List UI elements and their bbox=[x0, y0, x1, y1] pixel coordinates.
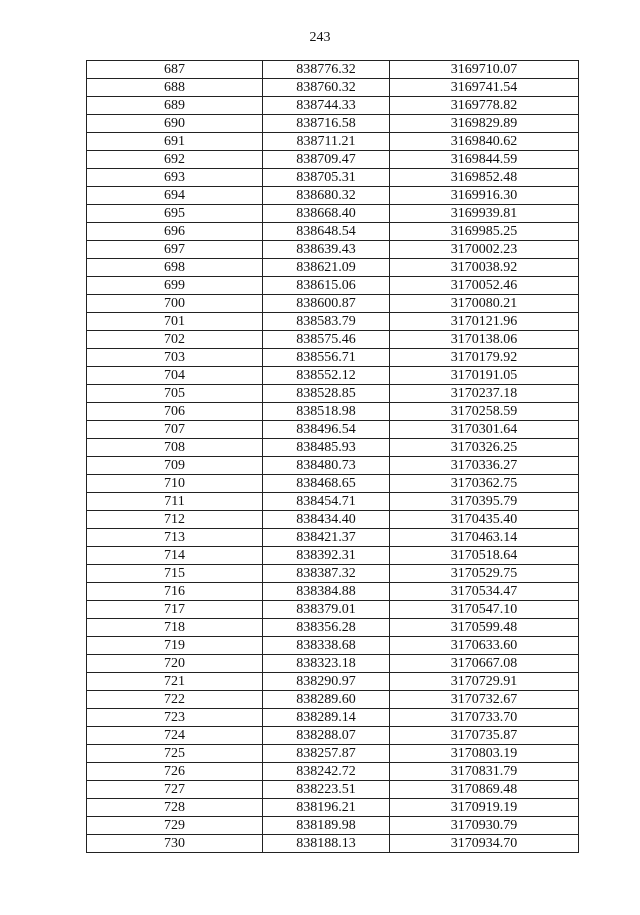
y-coordinate-cell: 3169741.54 bbox=[390, 79, 579, 97]
y-coordinate-cell: 3169844.59 bbox=[390, 151, 579, 169]
x-coordinate-cell: 838242.72 bbox=[263, 763, 390, 781]
y-coordinate-cell: 3170336.27 bbox=[390, 457, 579, 475]
point-number-cell: 699 bbox=[87, 277, 263, 295]
x-coordinate-cell: 838480.73 bbox=[263, 457, 390, 475]
y-coordinate-cell: 3169916.30 bbox=[390, 187, 579, 205]
x-coordinate-cell: 838379.01 bbox=[263, 601, 390, 619]
point-number-cell: 689 bbox=[87, 97, 263, 115]
y-coordinate-cell: 3169852.48 bbox=[390, 169, 579, 187]
y-coordinate-cell: 3170326.25 bbox=[390, 439, 579, 457]
table-row bbox=[87, 295, 579, 313]
point-number-cell: 721 bbox=[87, 673, 263, 691]
x-coordinate-cell: 838454.71 bbox=[263, 493, 390, 511]
table-row bbox=[87, 133, 579, 151]
point-number-cell: 690 bbox=[87, 115, 263, 133]
y-coordinate-cell: 3170599.48 bbox=[390, 619, 579, 637]
y-coordinate-cell: 3170547.10 bbox=[390, 601, 579, 619]
y-coordinate-cell: 3170138.06 bbox=[390, 331, 579, 349]
y-coordinate-cell: 3170667.08 bbox=[390, 655, 579, 673]
table-row bbox=[87, 421, 579, 439]
x-coordinate-cell: 838257.87 bbox=[263, 745, 390, 763]
point-number-cell: 708 bbox=[87, 439, 263, 457]
y-coordinate-cell: 3170732.67 bbox=[390, 691, 579, 709]
table-row bbox=[87, 655, 579, 673]
table-row bbox=[87, 529, 579, 547]
y-coordinate-cell: 3170237.18 bbox=[390, 385, 579, 403]
table-row bbox=[87, 745, 579, 763]
x-coordinate-cell: 838223.51 bbox=[263, 781, 390, 799]
y-coordinate-cell: 3170803.19 bbox=[390, 745, 579, 763]
x-coordinate-cell: 838338.68 bbox=[263, 637, 390, 655]
table-row bbox=[87, 565, 579, 583]
point-number-cell: 718 bbox=[87, 619, 263, 637]
x-coordinate-cell: 838639.43 bbox=[263, 241, 390, 259]
point-number-cell: 697 bbox=[87, 241, 263, 259]
x-coordinate-cell: 838496.54 bbox=[263, 421, 390, 439]
point-number-cell: 694 bbox=[87, 187, 263, 205]
y-coordinate-cell: 3169710.07 bbox=[390, 61, 579, 79]
y-coordinate-cell: 3169939.81 bbox=[390, 205, 579, 223]
point-number-cell: 723 bbox=[87, 709, 263, 727]
table-row bbox=[87, 331, 579, 349]
y-coordinate-cell: 3170121.96 bbox=[390, 313, 579, 331]
point-number-cell: 722 bbox=[87, 691, 263, 709]
y-coordinate-cell: 3170301.64 bbox=[390, 421, 579, 439]
x-coordinate-cell: 838196.21 bbox=[263, 799, 390, 817]
x-coordinate-cell: 838575.46 bbox=[263, 331, 390, 349]
y-coordinate-cell: 3170735.87 bbox=[390, 727, 579, 745]
table-row bbox=[87, 835, 579, 853]
y-coordinate-cell: 3170038.92 bbox=[390, 259, 579, 277]
table-row bbox=[87, 313, 579, 331]
point-number-cell: 698 bbox=[87, 259, 263, 277]
x-coordinate-cell: 838615.06 bbox=[263, 277, 390, 295]
x-coordinate-cell: 838600.87 bbox=[263, 295, 390, 313]
point-number-cell: 705 bbox=[87, 385, 263, 403]
point-number-cell: 712 bbox=[87, 511, 263, 529]
y-coordinate-cell: 3170080.21 bbox=[390, 295, 579, 313]
table-row bbox=[87, 763, 579, 781]
x-coordinate-cell: 838384.88 bbox=[263, 583, 390, 601]
y-coordinate-cell: 3170831.79 bbox=[390, 763, 579, 781]
point-number-cell: 715 bbox=[87, 565, 263, 583]
table-row bbox=[87, 439, 579, 457]
point-number-cell: 730 bbox=[87, 835, 263, 853]
y-coordinate-cell: 3170869.48 bbox=[390, 781, 579, 799]
table-row bbox=[87, 691, 579, 709]
table-row bbox=[87, 493, 579, 511]
x-coordinate-cell: 838776.32 bbox=[263, 61, 390, 79]
x-coordinate-cell: 838485.93 bbox=[263, 439, 390, 457]
point-number-cell: 706 bbox=[87, 403, 263, 421]
x-coordinate-cell: 838709.47 bbox=[263, 151, 390, 169]
table-row bbox=[87, 61, 579, 79]
point-number-cell: 703 bbox=[87, 349, 263, 367]
point-number-cell: 728 bbox=[87, 799, 263, 817]
table-row bbox=[87, 277, 579, 295]
x-coordinate-cell: 838288.07 bbox=[263, 727, 390, 745]
point-number-cell: 696 bbox=[87, 223, 263, 241]
y-coordinate-cell: 3170934.70 bbox=[390, 835, 579, 853]
coordinates-table bbox=[86, 60, 579, 853]
table-row bbox=[87, 817, 579, 835]
y-coordinate-cell: 3170534.47 bbox=[390, 583, 579, 601]
y-coordinate-cell: 3170930.79 bbox=[390, 817, 579, 835]
y-coordinate-cell: 3170191.05 bbox=[390, 367, 579, 385]
point-number-cell: 693 bbox=[87, 169, 263, 187]
x-coordinate-cell: 838421.37 bbox=[263, 529, 390, 547]
x-coordinate-cell: 838648.54 bbox=[263, 223, 390, 241]
y-coordinate-cell: 3169829.89 bbox=[390, 115, 579, 133]
point-number-cell: 717 bbox=[87, 601, 263, 619]
point-number-cell: 702 bbox=[87, 331, 263, 349]
page-number: 243 bbox=[309, 30, 331, 45]
table-row bbox=[87, 709, 579, 727]
y-coordinate-cell: 3170729.91 bbox=[390, 673, 579, 691]
x-coordinate-cell: 838434.40 bbox=[263, 511, 390, 529]
x-coordinate-cell: 838188.13 bbox=[263, 835, 390, 853]
y-coordinate-cell: 3170052.46 bbox=[390, 277, 579, 295]
point-number-cell: 700 bbox=[87, 295, 263, 313]
x-coordinate-cell: 838716.58 bbox=[263, 115, 390, 133]
table-row bbox=[87, 601, 579, 619]
x-coordinate-cell: 838668.40 bbox=[263, 205, 390, 223]
table-row bbox=[87, 781, 579, 799]
point-number-cell: 695 bbox=[87, 205, 263, 223]
x-coordinate-cell: 838323.18 bbox=[263, 655, 390, 673]
table-row bbox=[87, 673, 579, 691]
table-row bbox=[87, 205, 579, 223]
y-coordinate-cell: 3169778.82 bbox=[390, 97, 579, 115]
x-coordinate-cell: 838528.85 bbox=[263, 385, 390, 403]
point-number-cell: 716 bbox=[87, 583, 263, 601]
table-row bbox=[87, 241, 579, 259]
y-coordinate-cell: 3170179.92 bbox=[390, 349, 579, 367]
coordinates-table-body bbox=[87, 61, 579, 853]
y-coordinate-cell: 3170435.40 bbox=[390, 511, 579, 529]
table-row bbox=[87, 115, 579, 133]
table-row bbox=[87, 475, 579, 493]
y-coordinate-cell: 3170002.23 bbox=[390, 241, 579, 259]
x-coordinate-cell: 838552.12 bbox=[263, 367, 390, 385]
x-coordinate-cell: 838189.98 bbox=[263, 817, 390, 835]
table-row bbox=[87, 151, 579, 169]
point-number-cell: 687 bbox=[87, 61, 263, 79]
point-number-cell: 710 bbox=[87, 475, 263, 493]
x-coordinate-cell: 838468.65 bbox=[263, 475, 390, 493]
point-number-cell: 726 bbox=[87, 763, 263, 781]
y-coordinate-cell: 3170633.60 bbox=[390, 637, 579, 655]
x-coordinate-cell: 838289.14 bbox=[263, 709, 390, 727]
table-row bbox=[87, 727, 579, 745]
point-number-cell: 720 bbox=[87, 655, 263, 673]
point-number-cell: 707 bbox=[87, 421, 263, 439]
table-row bbox=[87, 259, 579, 277]
point-number-cell: 719 bbox=[87, 637, 263, 655]
x-coordinate-cell: 838556.71 bbox=[263, 349, 390, 367]
table-row bbox=[87, 79, 579, 97]
x-coordinate-cell: 838289.60 bbox=[263, 691, 390, 709]
table-row bbox=[87, 403, 579, 421]
table-row bbox=[87, 367, 579, 385]
table-row bbox=[87, 619, 579, 637]
point-number-cell: 691 bbox=[87, 133, 263, 151]
table-row bbox=[87, 187, 579, 205]
point-number-cell: 729 bbox=[87, 817, 263, 835]
x-coordinate-cell: 838392.31 bbox=[263, 547, 390, 565]
point-number-cell: 725 bbox=[87, 745, 263, 763]
point-number-cell: 724 bbox=[87, 727, 263, 745]
point-number-cell: 713 bbox=[87, 529, 263, 547]
x-coordinate-cell: 838711.21 bbox=[263, 133, 390, 151]
table-row bbox=[87, 547, 579, 565]
y-coordinate-cell: 3170258.59 bbox=[390, 403, 579, 421]
x-coordinate-cell: 838290.97 bbox=[263, 673, 390, 691]
x-coordinate-cell: 838387.32 bbox=[263, 565, 390, 583]
x-coordinate-cell: 838705.31 bbox=[263, 169, 390, 187]
x-coordinate-cell: 838760.32 bbox=[263, 79, 390, 97]
table-row bbox=[87, 511, 579, 529]
y-coordinate-cell: 3170395.79 bbox=[390, 493, 579, 511]
point-number-cell: 701 bbox=[87, 313, 263, 331]
point-number-cell: 727 bbox=[87, 781, 263, 799]
y-coordinate-cell: 3170529.75 bbox=[390, 565, 579, 583]
table-row bbox=[87, 637, 579, 655]
y-coordinate-cell: 3170362.75 bbox=[390, 475, 579, 493]
table-row bbox=[87, 799, 579, 817]
y-coordinate-cell: 3170733.70 bbox=[390, 709, 579, 727]
table-row bbox=[87, 97, 579, 115]
point-number-cell: 709 bbox=[87, 457, 263, 475]
point-number-cell: 711 bbox=[87, 493, 263, 511]
table-row bbox=[87, 349, 579, 367]
y-coordinate-cell: 3169985.25 bbox=[390, 223, 579, 241]
table-row bbox=[87, 223, 579, 241]
x-coordinate-cell: 838583.79 bbox=[263, 313, 390, 331]
x-coordinate-cell: 838744.33 bbox=[263, 97, 390, 115]
table-row bbox=[87, 169, 579, 187]
y-coordinate-cell: 3170463.14 bbox=[390, 529, 579, 547]
point-number-cell: 704 bbox=[87, 367, 263, 385]
point-number-cell: 688 bbox=[87, 79, 263, 97]
x-coordinate-cell: 838680.32 bbox=[263, 187, 390, 205]
table-row bbox=[87, 385, 579, 403]
y-coordinate-cell: 3170518.64 bbox=[390, 547, 579, 565]
x-coordinate-cell: 838356.28 bbox=[263, 619, 390, 637]
x-coordinate-cell: 838621.09 bbox=[263, 259, 390, 277]
y-coordinate-cell: 3170919.19 bbox=[390, 799, 579, 817]
table-row bbox=[87, 583, 579, 601]
table-row bbox=[87, 457, 579, 475]
x-coordinate-cell: 838518.98 bbox=[263, 403, 390, 421]
point-number-cell: 692 bbox=[87, 151, 263, 169]
y-coordinate-cell: 3169840.62 bbox=[390, 133, 579, 151]
point-number-cell: 714 bbox=[87, 547, 263, 565]
